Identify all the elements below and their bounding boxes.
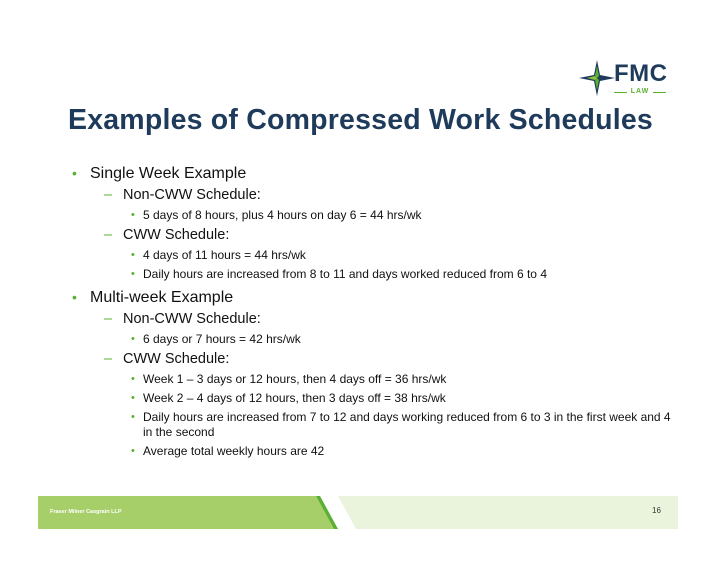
slide-content xyxy=(72,164,672,459)
subheading-non-cww: – Non-CWW Schedule: xyxy=(104,310,672,328)
list-item: • Week 1 – 3 days or 12 hours, then 4 days off = 36 hrs/wk xyxy=(131,372,672,387)
list-item: • Week 2 – 4 days of 12 hours, then 3 days off = 38 hrs/wk xyxy=(131,391,672,406)
section-heading-multi-week: • Multi-week Example xyxy=(72,288,672,307)
list-item: • 6 days or 7 hours = 42 hrs/wk xyxy=(131,332,672,347)
subheading-non-cww: – Non-CWW Schedule: xyxy=(104,186,672,204)
slide-title: Examples of Compressed Work Schedules xyxy=(68,104,653,136)
logo-wordmark: FMC xyxy=(614,60,668,87)
logo-subtext: LAW xyxy=(614,88,666,96)
section-heading-single-week: • Single Week Example xyxy=(72,164,672,183)
list-item: • 4 days of 11 hours = 44 hrs/wk xyxy=(131,248,672,263)
list-item: • Daily hours are increased from 7 to 12 and days working reduced from 6 to 3 in the first week and 4 in the second xyxy=(131,410,672,440)
footer-bar xyxy=(38,496,678,529)
list-item: • Average total weekly hours are 42 xyxy=(131,444,672,459)
list-item: • 5 days of 8 hours, plus 4 hours on day 6 = 44 hrs/wk xyxy=(131,208,672,223)
footer-bar-graphic xyxy=(38,496,678,529)
footer-firm-name: Fraser Milner Casgrain LLP xyxy=(50,509,122,515)
subheading-cww: – CWW Schedule: xyxy=(104,226,672,244)
subheading-cww: – CWW Schedule: xyxy=(104,350,672,368)
page-number: 16 xyxy=(652,506,661,515)
list-item: • Daily hours are increased from 8 to 11 and days worked reduced from 6 to 4 xyxy=(131,267,672,282)
